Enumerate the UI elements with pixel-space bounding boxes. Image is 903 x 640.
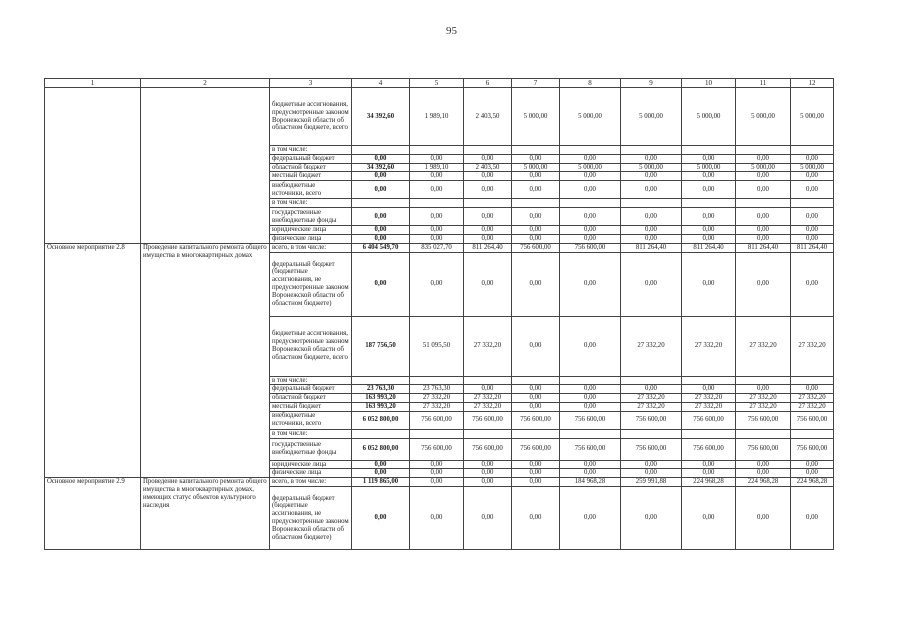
total-value-cell: 0,00 <box>352 487 410 550</box>
year-value-cell <box>791 146 834 155</box>
header-cell: 6 <box>464 79 512 88</box>
year-value-cell: 2 403,50 <box>464 88 512 146</box>
year-value-cell: 0,00 <box>512 252 560 316</box>
year-value-cell: 0,00 <box>736 226 791 235</box>
total-value-cell: 6 052 800,00 <box>352 438 410 460</box>
year-value-cell: 5 000,00 <box>791 163 834 172</box>
funding-source-label: внебюджетные источники, всего <box>270 181 352 199</box>
year-value-cell: 5 000,00 <box>791 88 834 146</box>
year-value-cell: 0,00 <box>512 460 560 469</box>
year-value-cell: 0,00 <box>410 181 464 199</box>
year-value-cell: 0,00 <box>410 172 464 181</box>
year-value-cell: 259 991,88 <box>621 478 682 487</box>
year-value-cell: 27 332,20 <box>736 394 791 403</box>
table-row <box>45 243 834 252</box>
year-value-cell: 0,00 <box>464 487 512 550</box>
total-value-cell <box>352 376 410 385</box>
year-value-cell: 756 600,00 <box>512 411 560 429</box>
year-value-cell: 0,00 <box>736 208 791 226</box>
year-value-cell: 0,00 <box>560 181 621 199</box>
year-value-cell: 5 000,00 <box>682 163 736 172</box>
year-value-cell: 27 332,20 <box>791 402 834 411</box>
year-value-cell: 0,00 <box>512 154 560 163</box>
year-value-cell: 0,00 <box>682 385 736 394</box>
year-value-cell: 1 989,10 <box>410 88 464 146</box>
year-value-cell: 0,00 <box>560 234 621 243</box>
year-value-cell: 756 600,00 <box>464 411 512 429</box>
year-value-cell: 0,00 <box>410 487 464 550</box>
year-value-cell <box>560 376 621 385</box>
year-value-cell <box>512 199 560 208</box>
year-value-cell: 0,00 <box>682 226 736 235</box>
year-value-cell: 5 000,00 <box>512 163 560 172</box>
total-value-cell: 187 756,50 <box>352 316 410 376</box>
total-value-cell: 34 392,60 <box>352 163 410 172</box>
year-value-cell: 0,00 <box>464 226 512 235</box>
activity-number-cell: Основное мероприятие 2.8 <box>45 243 141 478</box>
year-value-cell: 811 264,40 <box>791 243 834 252</box>
year-value-cell: 756 600,00 <box>621 438 682 460</box>
year-value-cell: 184 968,28 <box>560 478 621 487</box>
year-value-cell <box>464 376 512 385</box>
year-value-cell: 0,00 <box>791 252 834 316</box>
year-value-cell: 27 332,20 <box>791 316 834 376</box>
year-value-cell: 0,00 <box>682 208 736 226</box>
year-value-cell: 0,00 <box>410 226 464 235</box>
funding-source-label: в том числе: <box>270 146 352 155</box>
year-value-cell: 0,00 <box>791 487 834 550</box>
year-value-cell: 2 403,50 <box>464 163 512 172</box>
year-value-cell: 23 763,30 <box>410 385 464 394</box>
year-value-cell: 5 000,00 <box>621 163 682 172</box>
year-value-cell: 51 095,50 <box>410 316 464 376</box>
year-value-cell: 0,00 <box>791 172 834 181</box>
year-value-cell <box>410 199 464 208</box>
year-value-cell: 27 332,20 <box>682 394 736 403</box>
year-value-cell: 0,00 <box>621 234 682 243</box>
total-value-cell: 0,00 <box>352 226 410 235</box>
year-value-cell: 0,00 <box>464 385 512 394</box>
year-value-cell: 0,00 <box>464 181 512 199</box>
year-value-cell: 0,00 <box>464 172 512 181</box>
year-value-cell: 0,00 <box>410 469 464 478</box>
total-value-cell: 23 763,30 <box>352 385 410 394</box>
funding-source-label: областной бюджет <box>270 394 352 403</box>
year-value-cell <box>736 429 791 438</box>
year-value-cell: 0,00 <box>410 154 464 163</box>
table-row <box>45 88 834 146</box>
year-value-cell: 0,00 <box>682 172 736 181</box>
year-value-cell <box>621 146 682 155</box>
year-value-cell <box>791 429 834 438</box>
year-value-cell: 0,00 <box>512 385 560 394</box>
year-value-cell: 27 332,20 <box>791 394 834 403</box>
year-value-cell <box>791 376 834 385</box>
year-value-cell: 756 600,00 <box>791 438 834 460</box>
year-value-cell: 0,00 <box>621 460 682 469</box>
year-value-cell <box>464 429 512 438</box>
header-cell: 12 <box>791 79 834 88</box>
year-value-cell: 0,00 <box>682 154 736 163</box>
year-value-cell: 0,00 <box>621 487 682 550</box>
year-value-cell: 224 968,28 <box>791 478 834 487</box>
year-value-cell <box>410 146 464 155</box>
year-value-cell: 0,00 <box>512 487 560 550</box>
year-value-cell: 0,00 <box>560 208 621 226</box>
header-cell: 7 <box>512 79 560 88</box>
year-value-cell <box>512 146 560 155</box>
year-value-cell: 1 989,10 <box>410 163 464 172</box>
year-value-cell: 0,00 <box>512 394 560 403</box>
year-value-cell: 756 600,00 <box>560 411 621 429</box>
year-value-cell: 27 332,20 <box>736 402 791 411</box>
year-value-cell <box>736 199 791 208</box>
year-value-cell: 756 600,00 <box>560 438 621 460</box>
year-value-cell: 835 027,70 <box>410 243 464 252</box>
year-value-cell: 756 600,00 <box>410 438 464 460</box>
year-value-cell: 0,00 <box>512 234 560 243</box>
year-value-cell: 0,00 <box>560 469 621 478</box>
header-cell: 5 <box>410 79 464 88</box>
header-cell: 2 <box>141 79 270 88</box>
year-value-cell: 756 600,00 <box>410 411 464 429</box>
year-value-cell: 0,00 <box>791 208 834 226</box>
year-value-cell: 0,00 <box>410 478 464 487</box>
year-value-cell: 756 600,00 <box>621 411 682 429</box>
activity-number-cell <box>45 88 141 244</box>
header-cell: 1 <box>45 79 141 88</box>
year-value-cell: 0,00 <box>560 460 621 469</box>
year-value-cell: 0,00 <box>621 226 682 235</box>
year-value-cell: 27 332,20 <box>464 402 512 411</box>
year-value-cell: 0,00 <box>464 460 512 469</box>
total-value-cell: 1 119 865,00 <box>352 478 410 487</box>
year-value-cell: 0,00 <box>791 154 834 163</box>
year-value-cell: 0,00 <box>682 181 736 199</box>
funding-source-label: в том числе: <box>270 199 352 208</box>
year-value-cell: 5 000,00 <box>560 88 621 146</box>
funding-source-label: в том числе: <box>270 376 352 385</box>
year-value-cell: 27 332,20 <box>410 402 464 411</box>
funding-source-label: всего, в том числе: <box>270 478 352 487</box>
year-value-cell: 0,00 <box>682 487 736 550</box>
year-value-cell: 0,00 <box>791 385 834 394</box>
funding-source-label: внебюджетные источники, всего <box>270 411 352 429</box>
year-value-cell: 0,00 <box>410 234 464 243</box>
year-value-cell: 756 600,00 <box>736 411 791 429</box>
year-value-cell: 0,00 <box>464 252 512 316</box>
year-value-cell: 0,00 <box>512 172 560 181</box>
year-value-cell: 756 600,00 <box>464 438 512 460</box>
year-value-cell: 0,00 <box>621 154 682 163</box>
funding-source-label: федеральный бюджет (бюджетные ассигнования, не предусмотренные законом Воронежской области об областном бюджете) <box>270 252 352 316</box>
year-value-cell: 27 332,20 <box>682 316 736 376</box>
year-value-cell: 27 332,20 <box>410 394 464 403</box>
year-value-cell: 27 332,20 <box>736 316 791 376</box>
funding-source-label: федеральный бюджет (бюджетные ассигнования, не предусмотренные законом Воронежской области об областном бюджете) <box>270 487 352 550</box>
funding-source-label: физические лица <box>270 469 352 478</box>
total-value-cell <box>352 429 410 438</box>
year-value-cell <box>682 429 736 438</box>
year-value-cell: 0,00 <box>791 234 834 243</box>
year-value-cell: 0,00 <box>736 234 791 243</box>
year-value-cell: 0,00 <box>464 154 512 163</box>
year-value-cell: 0,00 <box>621 172 682 181</box>
year-value-cell: 27 332,20 <box>621 316 682 376</box>
year-value-cell <box>560 146 621 155</box>
total-value-cell <box>352 146 410 155</box>
activity-number-cell: Основное мероприятие 2.9 <box>45 478 141 550</box>
year-value-cell: 0,00 <box>736 181 791 199</box>
funding-source-label: юридические лица <box>270 226 352 235</box>
year-value-cell: 0,00 <box>791 181 834 199</box>
year-value-cell: 0,00 <box>560 316 621 376</box>
year-value-cell <box>512 429 560 438</box>
header-cell: 4 <box>352 79 410 88</box>
year-value-cell: 0,00 <box>736 252 791 316</box>
year-value-cell: 0,00 <box>736 487 791 550</box>
year-value-cell: 5 000,00 <box>512 88 560 146</box>
header-cell: 8 <box>560 79 621 88</box>
year-value-cell: 0,00 <box>736 385 791 394</box>
header-cell: 11 <box>736 79 791 88</box>
year-value-cell: 0,00 <box>410 460 464 469</box>
funding-source-label: местный бюджет <box>270 172 352 181</box>
year-value-cell <box>512 376 560 385</box>
year-value-cell <box>464 146 512 155</box>
year-value-cell: 0,00 <box>791 460 834 469</box>
year-value-cell: 5 000,00 <box>560 163 621 172</box>
year-value-cell: 0,00 <box>621 469 682 478</box>
funding-source-label: бюджетные ассигнования, предусмотренные законом Воронежской области об областном бюджете, всего <box>270 316 352 376</box>
year-value-cell: 27 332,20 <box>464 316 512 376</box>
year-value-cell: 0,00 <box>512 316 560 376</box>
funding-source-label: государственные внебюджетные фонды <box>270 208 352 226</box>
year-value-cell: 5 000,00 <box>621 88 682 146</box>
year-value-cell <box>410 376 464 385</box>
year-value-cell <box>464 199 512 208</box>
year-value-cell: 224 968,28 <box>736 478 791 487</box>
total-value-cell: 6 052 800,00 <box>352 411 410 429</box>
year-value-cell: 0,00 <box>512 226 560 235</box>
year-value-cell: 0,00 <box>682 469 736 478</box>
header-cell: 9 <box>621 79 682 88</box>
year-value-cell: 0,00 <box>560 402 621 411</box>
year-value-cell <box>736 376 791 385</box>
year-value-cell: 0,00 <box>410 208 464 226</box>
year-value-cell <box>621 199 682 208</box>
year-value-cell: 756 600,00 <box>512 243 560 252</box>
year-value-cell <box>560 429 621 438</box>
year-value-cell: 0,00 <box>682 252 736 316</box>
year-value-cell: 224 968,28 <box>682 478 736 487</box>
year-value-cell: 0,00 <box>410 252 464 316</box>
header-cell: 3 <box>270 79 352 88</box>
funding-source-label: государственные внебюджетные фонды <box>270 438 352 460</box>
year-value-cell: 811 264,40 <box>682 243 736 252</box>
year-value-cell: 0,00 <box>560 487 621 550</box>
activity-title-cell: Проведение капитального ремонта общего имущества в многоквартирных домах <box>141 243 270 478</box>
year-value-cell: 756 600,00 <box>791 411 834 429</box>
header-row <box>45 79 834 88</box>
total-value-cell: 0,00 <box>352 181 410 199</box>
page-number: 95 <box>446 25 457 37</box>
year-value-cell <box>621 429 682 438</box>
total-value-cell: 0,00 <box>352 460 410 469</box>
year-value-cell: 27 332,20 <box>464 394 512 403</box>
header-cell: 10 <box>682 79 736 88</box>
total-value-cell: 6 404 549,70 <box>352 243 410 252</box>
year-value-cell <box>682 146 736 155</box>
funding-source-label: в том числе: <box>270 429 352 438</box>
year-value-cell: 0,00 <box>512 208 560 226</box>
year-value-cell: 0,00 <box>464 478 512 487</box>
year-value-cell: 0,00 <box>621 252 682 316</box>
year-value-cell <box>682 199 736 208</box>
year-value-cell: 756 600,00 <box>682 411 736 429</box>
funding-source-label: федеральный бюджет <box>270 385 352 394</box>
year-value-cell: 0,00 <box>464 469 512 478</box>
total-value-cell: 0,00 <box>352 469 410 478</box>
total-value-cell: 0,00 <box>352 234 410 243</box>
year-value-cell: 0,00 <box>682 460 736 469</box>
year-value-cell: 0,00 <box>682 234 736 243</box>
year-value-cell <box>621 376 682 385</box>
year-value-cell <box>410 429 464 438</box>
year-value-cell: 811 264,40 <box>464 243 512 252</box>
year-value-cell: 0,00 <box>621 208 682 226</box>
year-value-cell: 0,00 <box>791 469 834 478</box>
year-value-cell: 0,00 <box>560 154 621 163</box>
year-value-cell: 0,00 <box>736 469 791 478</box>
year-value-cell: 0,00 <box>560 252 621 316</box>
year-value-cell: 0,00 <box>560 226 621 235</box>
year-value-cell: 0,00 <box>512 181 560 199</box>
year-value-cell <box>560 199 621 208</box>
activity-title-cell: Проведение капитального ремонта общего имущества в многоквартирных домах, имеющих статус объектов культурного наследия <box>141 478 270 550</box>
funding-source-label: местный бюджет <box>270 402 352 411</box>
table-row <box>45 478 834 487</box>
budget-table <box>44 78 834 550</box>
year-value-cell <box>736 146 791 155</box>
year-value-cell: 27 332,20 <box>621 402 682 411</box>
funding-source-label: бюджетные ассигнования, предусмотренные законом Воронежской области об областном бюджете, всего <box>270 88 352 146</box>
year-value-cell: 27 332,20 <box>682 402 736 411</box>
year-value-cell: 0,00 <box>621 181 682 199</box>
total-value-cell: 0,00 <box>352 172 410 181</box>
year-value-cell <box>791 199 834 208</box>
year-value-cell: 756 600,00 <box>512 438 560 460</box>
year-value-cell: 0,00 <box>560 385 621 394</box>
funding-source-label: юридические лица <box>270 460 352 469</box>
year-value-cell: 5 000,00 <box>736 163 791 172</box>
year-value-cell: 0,00 <box>560 394 621 403</box>
total-value-cell: 0,00 <box>352 252 410 316</box>
year-value-cell <box>682 376 736 385</box>
year-value-cell: 5 000,00 <box>682 88 736 146</box>
year-value-cell: 811 264,40 <box>736 243 791 252</box>
funding-source-label: областной бюджет <box>270 163 352 172</box>
year-value-cell: 756 600,00 <box>736 438 791 460</box>
year-value-cell: 5 000,00 <box>736 88 791 146</box>
year-value-cell: 0,00 <box>736 154 791 163</box>
year-value-cell: 0,00 <box>736 460 791 469</box>
total-value-cell: 0,00 <box>352 154 410 163</box>
total-value-cell: 0,00 <box>352 208 410 226</box>
funding-source-label: всего, в том числе: <box>270 243 352 252</box>
year-value-cell: 0,00 <box>621 385 682 394</box>
year-value-cell: 0,00 <box>512 469 560 478</box>
total-value-cell <box>352 199 410 208</box>
year-value-cell: 756 600,00 <box>560 243 621 252</box>
funding-source-label: физические лица <box>270 234 352 243</box>
activity-title-cell <box>141 88 270 244</box>
year-value-cell: 0,00 <box>512 402 560 411</box>
funding-source-label: федеральный бюджет <box>270 154 352 163</box>
total-value-cell: 163 993,20 <box>352 402 410 411</box>
total-value-cell: 34 392,60 <box>352 88 410 146</box>
year-value-cell: 0,00 <box>736 172 791 181</box>
year-value-cell: 0,00 <box>464 208 512 226</box>
year-value-cell: 27 332,20 <box>621 394 682 403</box>
year-value-cell: 756 600,00 <box>682 438 736 460</box>
year-value-cell: 811 264,40 <box>621 243 682 252</box>
year-value-cell: 0,00 <box>512 478 560 487</box>
year-value-cell: 0,00 <box>464 234 512 243</box>
year-value-cell: 0,00 <box>560 172 621 181</box>
total-value-cell: 163 993,20 <box>352 394 410 403</box>
year-value-cell: 0,00 <box>791 226 834 235</box>
